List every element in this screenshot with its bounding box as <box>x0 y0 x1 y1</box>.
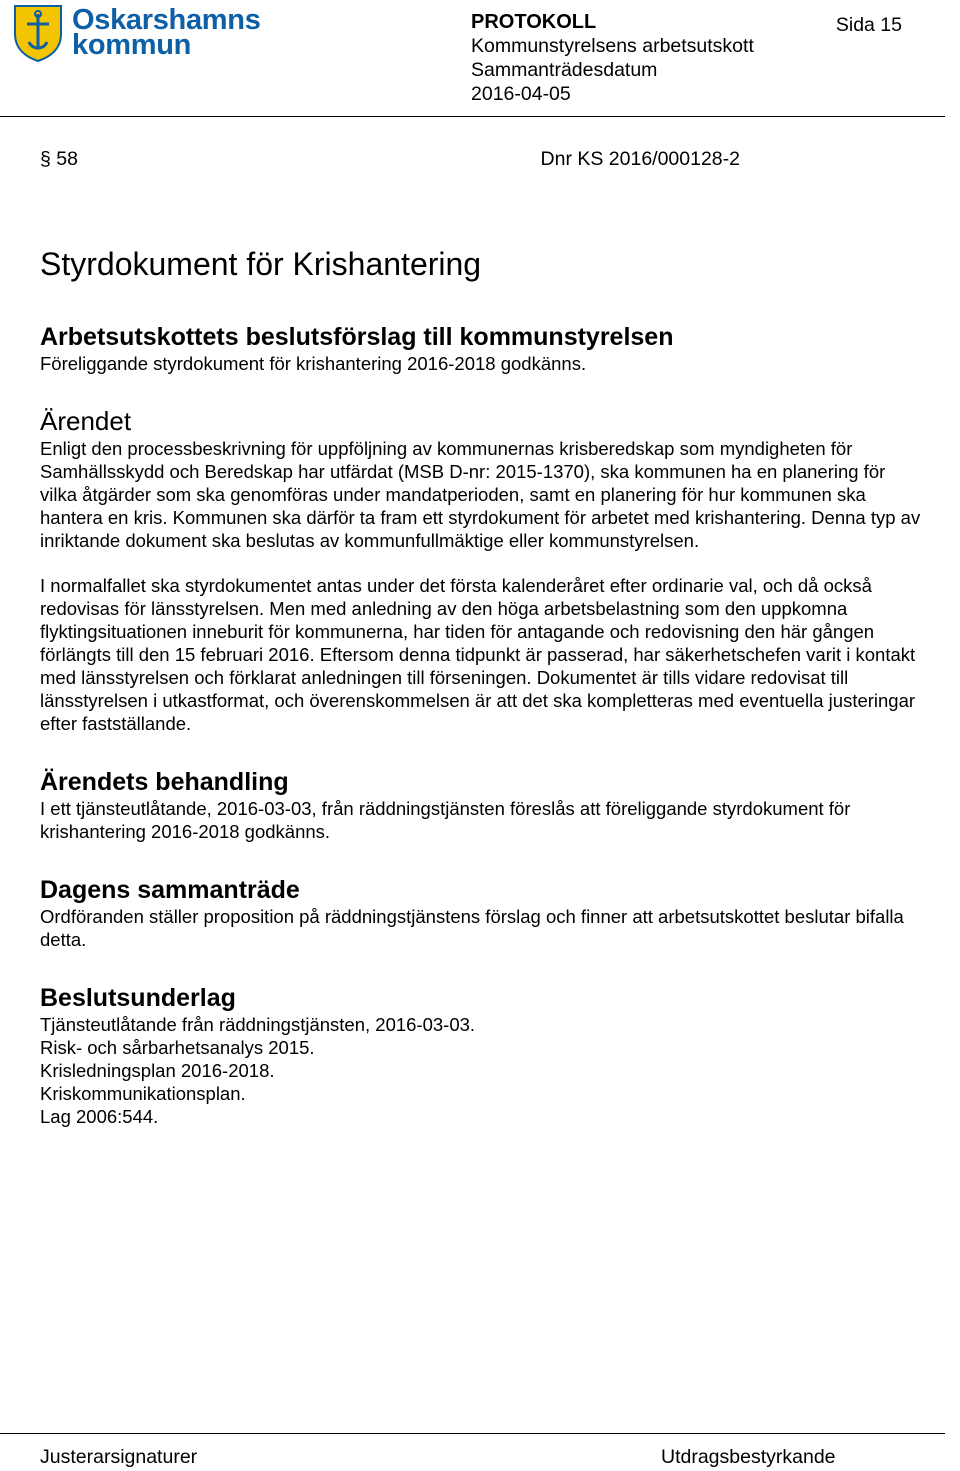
list-item: Risk- och sårbarhetsanalys 2015. <box>40 1037 315 1058</box>
diary-number: Dnr KS 2016/000128-2 <box>540 148 740 170</box>
section-symbol: § <box>40 148 51 170</box>
section-beslutsunderlag <box>40 983 925 1128</box>
list-item: Lag 2006:544. <box>40 1106 159 1127</box>
header-divider <box>0 116 945 117</box>
footer-divider <box>0 1433 945 1434</box>
logo-wordmark <box>72 4 261 61</box>
beslutsunderlag-heading: Beslutsunderlag <box>40 984 236 1012</box>
committee-name: Kommunstyrelsens arbetsutskott <box>471 35 754 57</box>
protocol-header <box>471 10 754 106</box>
document-title: Styrdokument för Krishantering <box>40 246 482 282</box>
municipality-logo <box>12 4 261 62</box>
page-number: Sida 15 <box>835 14 902 36</box>
section-sammantrade <box>40 875 925 951</box>
sammantrade-text: Ordföranden ställer proposition på räddningstjänstens förslag och finner att arbetsutskottet beslutar bifalla detta. <box>40 906 904 950</box>
sammantrade-heading: Dagens sammanträde <box>40 876 300 904</box>
section-behandling <box>40 767 925 843</box>
proposal-heading: Arbetsutskottets beslutsförslag till kommunstyrelsen <box>40 323 674 351</box>
arendet-paragraph-1: Enligt den processbeskrivning för uppföljning av kommunernas krisberedskap som myndigheten för Samhällsskydd och Beredskap har utfärdat (MSB D-nr: 2015-1370), ska kommunen ha en planering för vilka åtgärder som ska genomföras under mandatperioden, samt en planering för hur kommunen ska hantera en kris. Kommunen ska därför ta fram ett styrdokument för arbetet med krishantering. Denna typ av inriktande dokument ska beslutas av kommunfullmäktige eller kommunstyrelsen. <box>40 438 921 551</box>
logo-line2: kommun <box>72 29 192 61</box>
list-item: Tjänsteutlåtande från räddningstjänsten, 2016-03-03. <box>40 1014 476 1035</box>
footer-signatures: Justerarsignaturer <box>40 1446 198 1468</box>
doc-type: PROTOKOLL <box>471 11 597 33</box>
proposal-text: Föreliggande styrdokument för krishantering 2016-2018 godkänns. <box>40 353 587 374</box>
arendet-paragraph-2: I normalfallet ska styrdokumentet antas under det första kalenderåret efter ordinarie val, och då också redovisas för länsstyrelsen. Men med anledning av den höga arbetsbelastning som den uppkomna flyktingsituationen inneburit för kommunerna, har tiden för antagande och redovisning den här gången förlängts till den 15 februari 2016. Eftersom denna tidpunkt är passerad, har säkerhetschefen varit i kontakt med länsstyrelsen och förklarat anledningen till förseningen. Dokumentet är tills vidare redovisat till länsstyrelsen i utkastformat, och överenskommelsen är att det ska kompletteras med eventuella justeringar efter fastställande. <box>40 575 916 734</box>
arendet-heading: Ärendet <box>40 406 132 436</box>
behandling-heading: Ärendets behandling <box>40 768 289 796</box>
list-item: Krisledningsplan 2016-2018. <box>40 1060 275 1081</box>
paragraph-number: 58 <box>56 148 78 170</box>
document-body <box>40 244 925 1128</box>
footer-certification: Utdragsbestyrkande <box>661 1446 836 1468</box>
date-label: Sammanträdesdatum <box>471 59 658 81</box>
list-item: Kriskommunikationsplan. <box>40 1083 246 1104</box>
behandling-text: I ett tjänsteutlåtande, 2016-03-03, från räddningstjänsten föreslås att föreliggande styrdokument för krishantering 2016-2018 godkänns. <box>40 798 851 842</box>
paragraph-line <box>40 148 740 171</box>
logo-line1: Oskarshamns <box>72 4 261 36</box>
section-arendet <box>40 405 925 735</box>
coat-of-arms-icon <box>12 4 64 62</box>
meeting-date: 2016-04-05 <box>471 83 571 105</box>
